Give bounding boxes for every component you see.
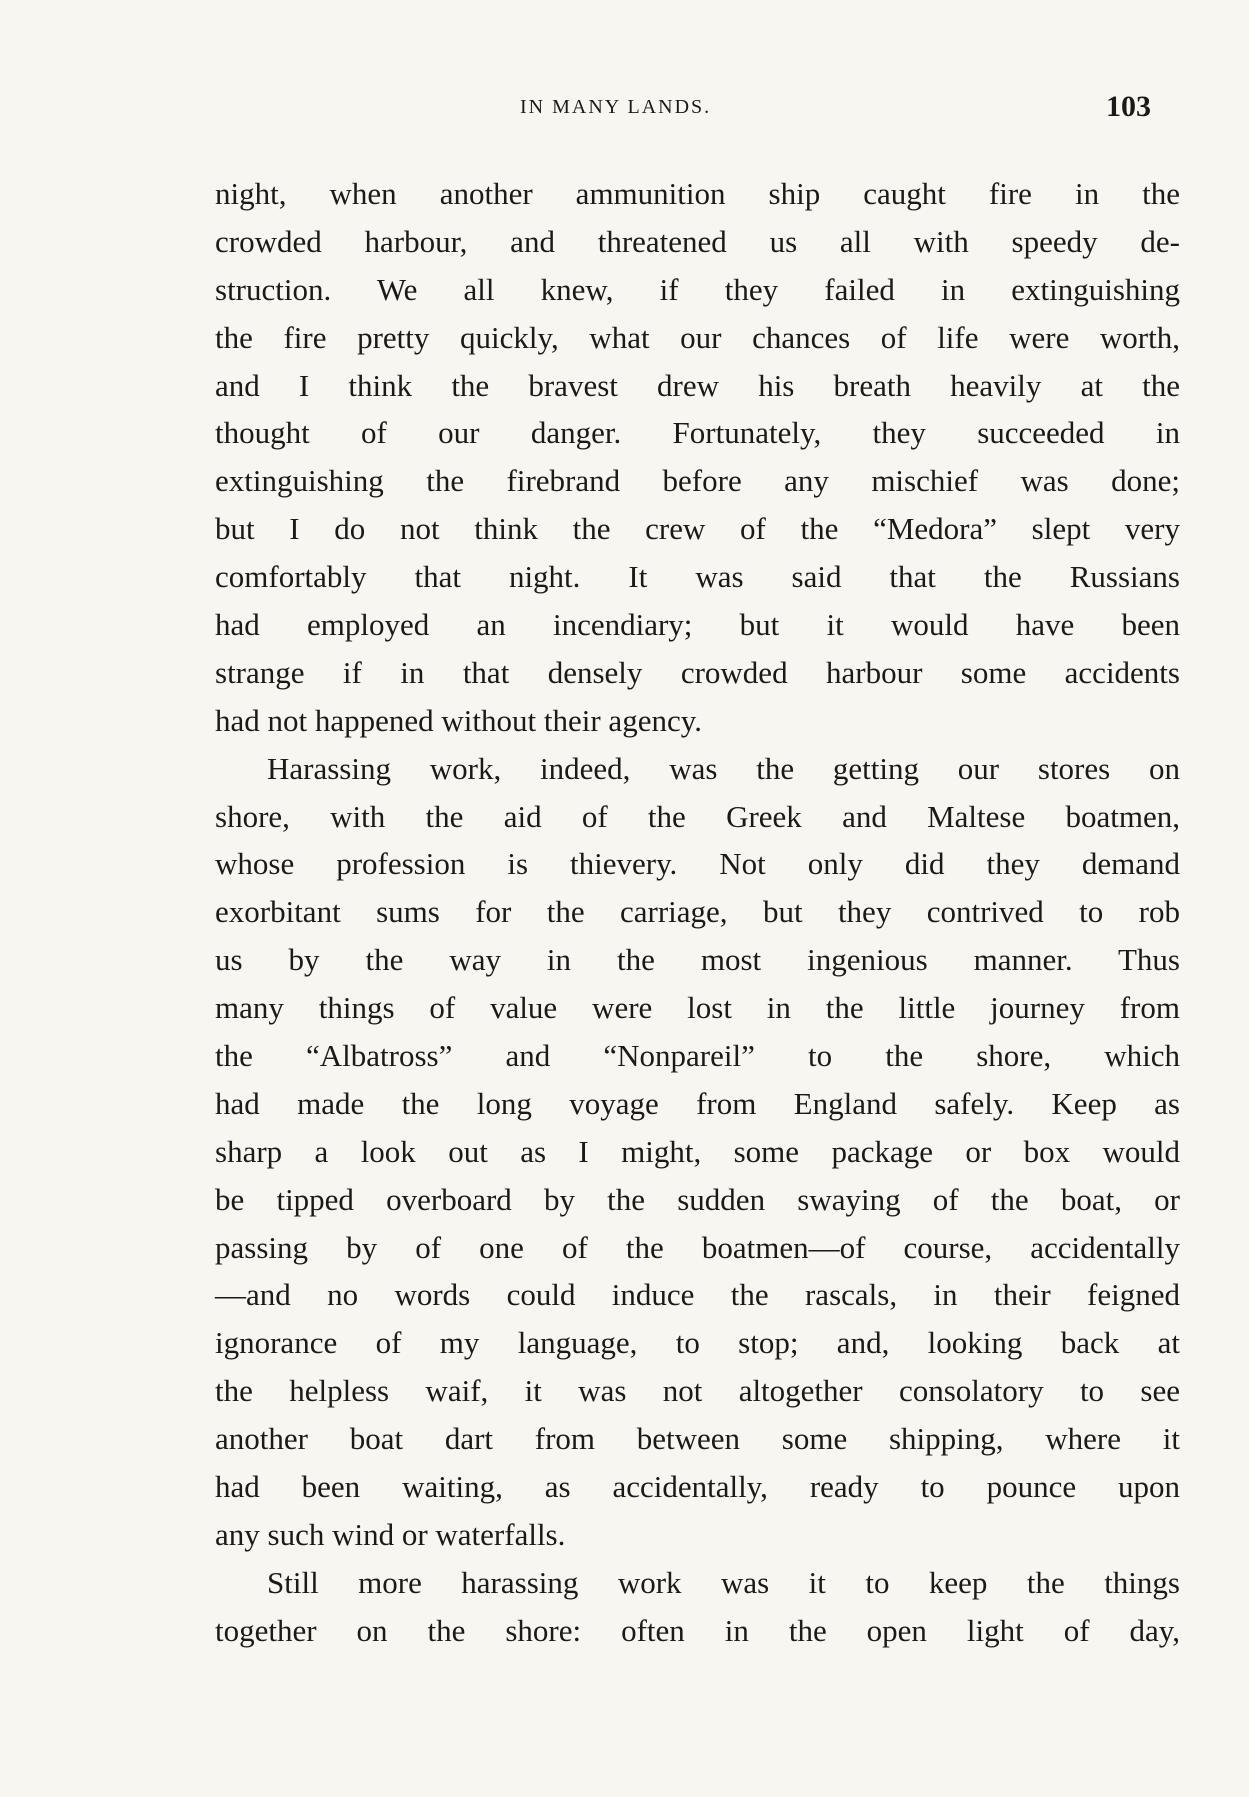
text-line: the fire pretty quickly, what our chances of life were worth, bbox=[215, 319, 1180, 355]
text-line: together on the shore: often in the open light of day, bbox=[215, 1612, 1180, 1648]
text-line: passing by of one of the boatmen—of course, accidentally bbox=[215, 1229, 1180, 1265]
text-line: comfortably that night. It was said that the Russians bbox=[215, 559, 1180, 595]
text-line: extinguishing the firebrand before any mischief was done; bbox=[215, 463, 1180, 499]
paragraph-start-line: Harassing work, indeed, was the getting our stores on bbox=[267, 750, 1180, 786]
text-line: had been waiting, as accidentally, ready to pounce upon bbox=[215, 1469, 1180, 1505]
paragraph-start-line: Still more harassing work was it to keep the things bbox=[267, 1564, 1180, 1600]
text-line: whose profession is thievery. Not only did they demand bbox=[215, 846, 1180, 882]
text-line: shore, with the aid of the Greek and Maltese boatmen, bbox=[215, 798, 1180, 834]
text-line: —and no words could induce the rascals, in their feigned bbox=[215, 1277, 1180, 1313]
text-line: ignorance of my language, to stop; and, looking back at bbox=[215, 1325, 1180, 1361]
text-line: thought of our danger. Fortunately, they succeeded in bbox=[215, 415, 1180, 451]
text-line: but I do not think the crew of the “Medora” slept very bbox=[215, 511, 1180, 547]
paragraph-end-line: any such wind or waterfalls. bbox=[215, 1516, 566, 1552]
text-line: another boat dart from between some shipping, where it bbox=[215, 1421, 1180, 1457]
page-number: 103 bbox=[1106, 90, 1151, 123]
paragraph-end-line: had not happened without their agency. bbox=[215, 702, 702, 738]
text-line: crowded harbour, and threatened us all with speedy de- bbox=[215, 223, 1180, 259]
text-line: us by the way in the most ingenious manner. Thus bbox=[215, 942, 1180, 978]
text-line: many things of value were lost in the little journey from bbox=[215, 990, 1180, 1026]
text-line: exorbitant sums for the carriage, but they contrived to rob bbox=[215, 894, 1180, 930]
text-line: sharp a look out as I might, some package or box would bbox=[215, 1133, 1180, 1169]
text-line: the “Albatross” and “Nonpareil” to the shore, which bbox=[215, 1038, 1180, 1074]
text-line: the helpless waif, it was not altogether consolatory to see bbox=[215, 1373, 1180, 1409]
text-line: night, when another ammunition ship caught fire in the bbox=[215, 176, 1180, 211]
text-line: strange if in that densely crowded harbour some accidents bbox=[215, 654, 1180, 690]
text-line: struction. We all knew, if they failed in extinguishing bbox=[215, 271, 1180, 307]
running-title: IN MANY LANDS. bbox=[520, 96, 712, 118]
body-text bbox=[215, 170, 1180, 1655]
text-line: had employed an incendiary; but it would have been bbox=[215, 607, 1180, 643]
running-head bbox=[0, 90, 1249, 130]
text-line: had made the long voyage from England safely. Keep as bbox=[215, 1085, 1180, 1121]
text-line: and I think the bravest drew his breath heavily at the bbox=[215, 367, 1180, 403]
text-line: be tipped overboard by the sudden swaying of the boat, or bbox=[215, 1181, 1180, 1217]
